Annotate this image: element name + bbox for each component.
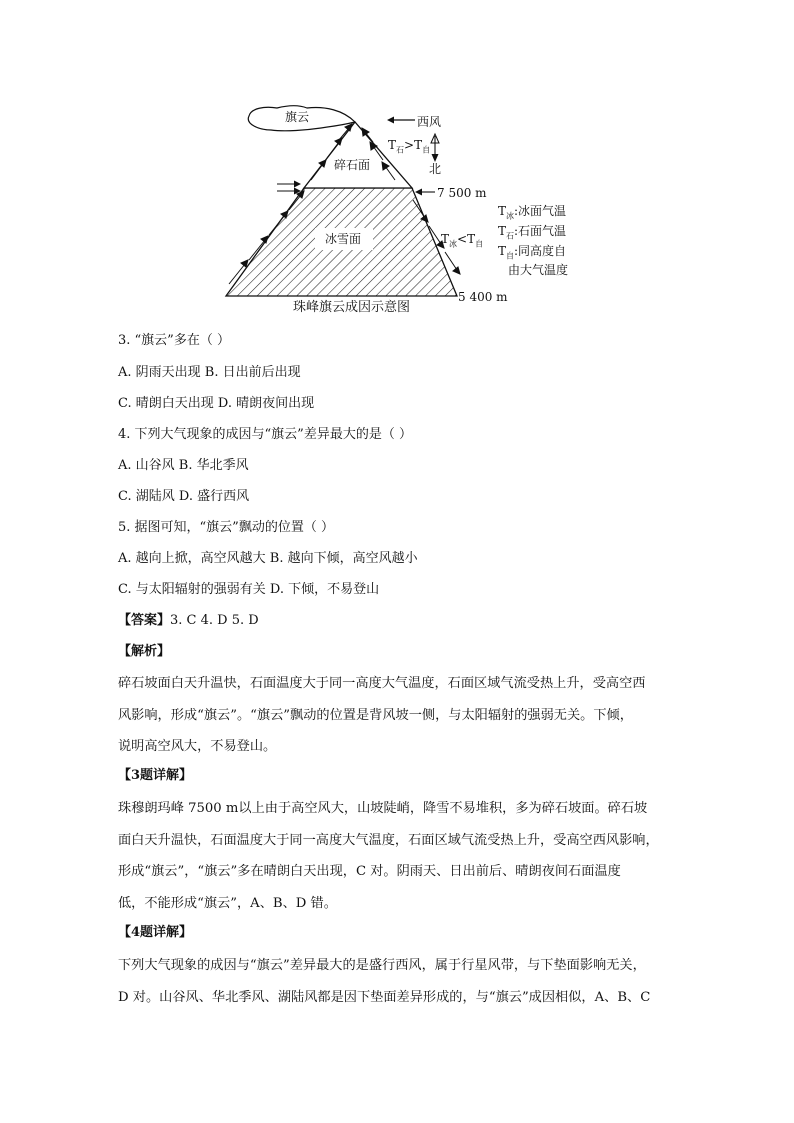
diagram-drawing: [215, 100, 545, 322]
flag-cloud-diagram: [215, 100, 569, 322]
q5-options-cd: C. 与太阳辐射的强弱有关 D. 下倾，不易登山: [118, 582, 380, 597]
cloud-label: 旗云: [285, 110, 310, 124]
answer-line: [118, 613, 259, 629]
temp-relation-top: $T_石>T_自$: [388, 138, 431, 155]
analysis-line: 碎石坡面白天升温快，石面温度大于同一高度大气温度，石面区域气流受热上升，受高空西: [118, 676, 646, 691]
q3-stem: 3. “旗云”多在（ ）: [118, 333, 230, 348]
answer-values: 3. C 4. D 5. D: [170, 613, 259, 628]
detail3-line: 珠穆朗玛峰 7500 m以上由于高空风大，山坡陡峭，降雪不易堆积，多为碎石坡面。碎石坡: [118, 801, 648, 816]
q5-stem: 5. 据图可知，“旗云”飘动的位置（ ）: [118, 520, 334, 535]
analysis-label: 【解析】: [118, 644, 171, 659]
detail4-line: D 对。山谷风、华北季风、湖陆风都是因下垫面差异形成的，与“旗云”成因相似，A、B、C: [118, 989, 651, 1005]
figure-caption: 珠峰旗云成因示意图: [293, 300, 411, 315]
ice-face-label: 冰雪面: [325, 232, 362, 246]
legend-ice: $T_冰$:冰面气温: [498, 204, 567, 221]
temp-relation-bottom: $T_冰<T_自$: [441, 232, 484, 249]
legend-rock: $T_石$:石面气温: [498, 224, 567, 241]
west-wind-label: 西风: [417, 115, 442, 129]
detail4-line: 下列大气现象的成因与“旗云”差异最大的是盛行西风，属于行星风带，与下垫面影响无关，: [118, 958, 646, 973]
legend-free: $T_自$:同高度自: [498, 244, 567, 261]
rock-face-label: 碎石面: [334, 158, 371, 172]
detail3-line: 形成“旗云”，“旗云”多在晴朗白天出现，C 对。阴雨天、日出前后、晴朗夜间石面温度: [118, 864, 621, 879]
detail4-label: 【4题详解】: [118, 925, 193, 940]
q4-stem: 4. 下列大气现象的成因与“旗云”差异最大的是（ ）: [118, 427, 412, 442]
q3-options-ab: A. 阴雨天出现 B. 日出前后出现: [118, 365, 301, 380]
legend-free-line2: 由大气温度: [508, 263, 569, 277]
answer-label: 【答案】: [118, 613, 171, 628]
detail3-paragraph: [118, 793, 688, 919]
q5-options-ab: A. 越向上掀，高空风越大 B. 越向下倾，高空风越小: [118, 551, 418, 566]
detail3-line: 低，不能形成“旗云”，A、B、D 错。: [118, 895, 337, 911]
north-label: 北: [429, 162, 442, 176]
q4-options-ab: A. 山谷风 B. 华北季风: [118, 458, 249, 473]
analysis-line: 风影响，形成“旗云”。“旗云”飘动的位置是背风坡一侧，与太阳辐射的强弱无关。下倾，: [118, 707, 633, 723]
altitude-5400-label: 5 400 m: [458, 290, 508, 304]
q3-options-cd: C. 晴朗白天出现 D. 晴朗夜间出现: [118, 396, 315, 411]
detail3-label: 【3题详解】: [118, 768, 193, 783]
detail3-line: 面白天升温快，石面温度大于同一高度大气温度，石面区域气流受热上升，受高空西风影响，: [118, 832, 659, 848]
analysis-line: 说明高空风大，不易登山。: [118, 739, 277, 754]
detail4-paragraph: [118, 950, 688, 1013]
altitude-7500-label: 7 500 m: [437, 186, 487, 200]
analysis-paragraph: [118, 668, 688, 763]
q4-options-cd: C. 湖陆风 D. 盛行西风: [118, 489, 250, 504]
